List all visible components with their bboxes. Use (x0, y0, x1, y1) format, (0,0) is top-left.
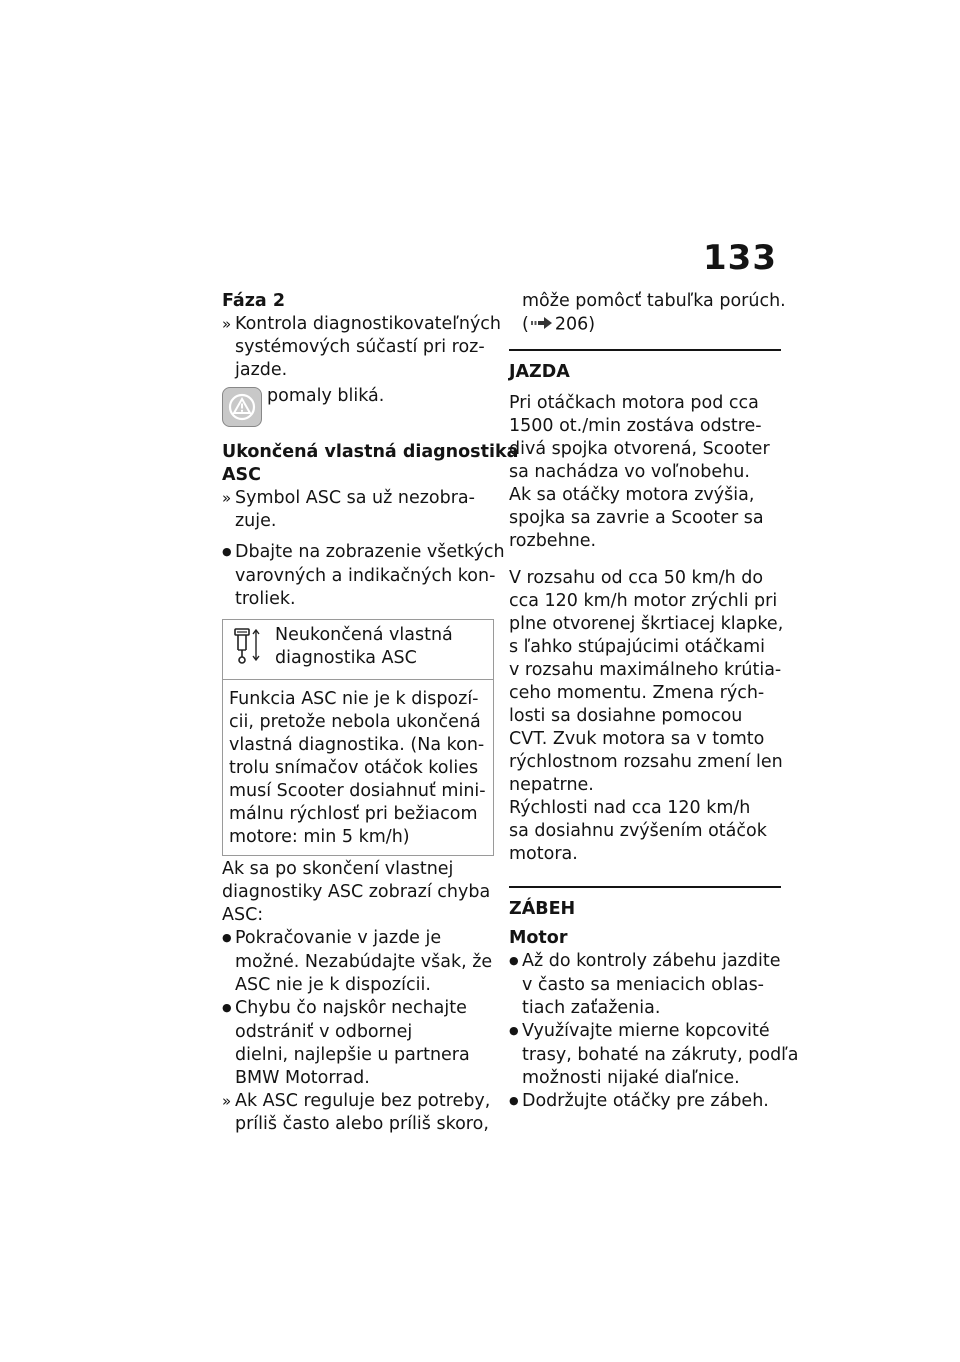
bullet-icon (509, 1020, 522, 1044)
bullet-icon (509, 950, 522, 974)
right-column (509, 290, 799, 1114)
page-number: 133 (703, 238, 777, 278)
continuation-paragraph: môže pomôcť tabuľka porúch. ( 206) (522, 291, 786, 335)
motor-bullet-load: ●Až do kontroly zábehu jazdite v často sa meniacich oblas- tiach zaťaženia. (509, 950, 781, 1020)
error-paragraph: Ak sa po skončení vlastnej diagnostiky ASC zobrazí chyba ASC: (222, 859, 491, 925)
left-column (222, 290, 519, 1136)
bullet-icon (222, 927, 235, 951)
notice-title: Neukončená vlastná diagnostika ASC (275, 625, 453, 668)
faza-heading: Fáza 2 (222, 291, 286, 311)
ukoncena-heading: Ukončená vlastná diagnostika ASC (222, 442, 519, 485)
bullet-icon (222, 997, 235, 1021)
jazda-heading: JAZDA (509, 361, 570, 382)
section-rule (509, 349, 781, 351)
ukoncena-result: »Symbol ASC sa už nezobra- zuje. (222, 487, 494, 533)
result-marker-icon (222, 313, 235, 336)
warning-light-row (222, 385, 494, 427)
page-reference-arrow-icon (531, 313, 553, 336)
notice-body: Funkcia ASC nie je k dispozí- cii, pretože nebola ukončená vlastná diagnostika. (Na kon- trolu snímačov otáčok kolies musí Scooter dosiahnuť mini- málnu rýchlosť pri bežiacom motore: min 5 km/h) (229, 689, 486, 847)
bullet-icon (222, 541, 235, 565)
error-bullet-continue: ●Pokračovanie v jazde je možné. Nezabúdajte však, že ASC nie je k dispozícii. (222, 927, 494, 997)
result-marker-icon (222, 1090, 235, 1113)
motor-bullet-routes: ●Využívajte mierne kopcovité trasy, bohaté na zákruty, podľa možnosti nijaké diaľnice. (509, 1020, 781, 1090)
error-bullet-repair: ●Chybu čo najskôr nechajte odstrániť v odbornej dielni, najlepšie u partnera BMW Motorrad. (222, 997, 494, 1090)
section-rule (509, 886, 781, 888)
error-result: »Ak ASC reguluje bez potreby, príliš často alebo príliš skoro, (222, 1090, 494, 1136)
motor-heading: Motor (509, 927, 568, 948)
zabeh-heading: ZÁBEH (509, 898, 576, 919)
motor-bullet-rpm: ●Dodržujte otáčky pre zábeh. (509, 1090, 781, 1114)
result-marker-icon (222, 487, 235, 510)
notice-box (222, 619, 494, 856)
engine-settings-note-icon (229, 624, 267, 673)
jazda-paragraph-1: Pri otáčkach motora pod cca 1500 ot./min zostáva odstre- divá spojka otvorená, Scooter sa nachádza vo voľnobehu. Ak sa otáčky motora zvýšia, spojka sa zavrie a Scooter sa rozbehne. (509, 392, 770, 551)
page-reference[interactable]: ( 206) (522, 314, 596, 335)
jazda-paragraph-2: V rozsahu od cca 50 km/h do cca 120 km/h motor zrýchli pri plne otvorenej škrtiacej klapke, s ľahko stúpajúcimi otáčkami v rozsahu maximálneho krútia- ceho momentu. Zmena rých- losti sa dosiahne pomocou CVT. Zvuk motora sa v tomto rýchlostnom rozsahu zmení len nepatrne. Rýchlosti nad cca 120 km/h sa dosiahnu zvýšením otáčok motora. (509, 567, 784, 864)
general-warning-light-icon (222, 387, 262, 427)
faza-result: »Kontrola diagnostikovateľných systémových súčastí pri roz- jazde. (222, 313, 494, 382)
bullet-icon (509, 1090, 522, 1114)
warning-light-text: pomaly bliká. (267, 386, 385, 406)
ukoncena-bullet: ●Dbajte na zobrazenie všetkých varovných a indikačných kon- troliek. (222, 541, 494, 611)
notice-header (223, 620, 493, 680)
